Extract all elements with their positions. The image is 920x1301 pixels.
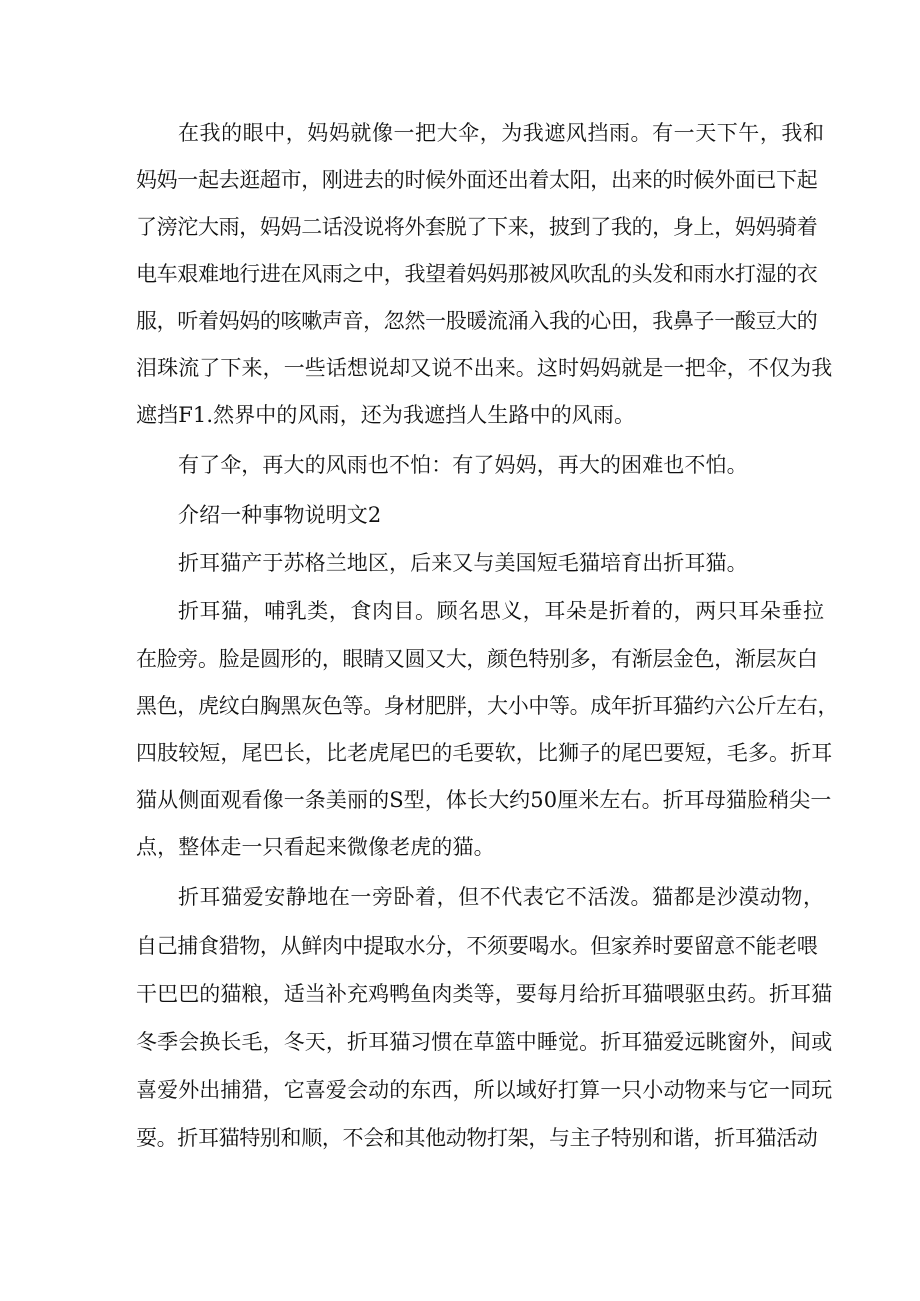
section-title: 介绍一种事物说明文2 [178, 503, 382, 527]
paragraph-5-line-3: 干巴巴的猫粮，适当补充鸡鸭鱼肉类等，要每月给折耳猫喂驱虫药。折耳猫 [136, 982, 833, 1006]
paragraph-3-line-1: 折耳猫产于苏格兰地区，后来又与美国短毛猫培育出折耳猫。 [178, 551, 748, 575]
paragraph-1-line-6: 泪珠流了下来，一些话想说却又说不出来。这时妈妈就是一把伞，不仅为我 [136, 356, 833, 380]
paragraph-2-line-1: 有了伞，再大的风雨也不怕：有了妈妈，再大的困难也不怕。 [178, 453, 748, 477]
paragraph-5-line-5: 喜爱外出捕猎，它喜爱会动的东西，所以域好打算一只小动物来与它一同玩 [136, 1078, 833, 1102]
paragraph-4-line-5: 猫从侧面观看像一条美丽的S型，体长大约50厘米左右。折耳母猫脸稍尖一 [136, 788, 832, 812]
paragraph-1-line-7: 遮挡F1.然界中的风雨，还为我遮挡人生路中的风雨。 [136, 403, 636, 427]
paragraph-4-line-2: 在脸旁。脸是圆形的，眼睛又圆又大，颜色特别多，有渐层金色，渐层灰白 [136, 647, 818, 671]
paragraph-1-line-2: 妈妈一起去逛超市，刚进去的时候外面还出着太阳，出来的时候外面已下起 [136, 168, 818, 192]
paragraph-5-line-1: 折耳猫爱安静地在一旁卧着，但不代表它不活泼。猫都是沙漠动物， [178, 885, 825, 909]
paragraph-4-line-4: 四肢较短，尾巴长，比老虎尾巴的毛要软，比狮子的尾巴要短，毛多。折耳 [136, 741, 833, 765]
paragraph-1-line-3: 了滂沱大雨，妈妈二话没说将外套脱了下来，披到了我的，身上，妈妈骑着 [136, 215, 818, 239]
paragraph-5-line-4: 冬季会换长毛，冬天，折耳猫习惯在草篮中睡觉。折耳猫爱远眺窗外，间或 [136, 1030, 833, 1054]
paragraph-5-line-6: 耍。折耳猫特别和顺，不会和其他动物打架，与主子特别和谐，折耳猫活动 [136, 1126, 818, 1150]
paragraph-4-line-1: 折耳猫，哺乳类，食肉目。顾名思义，耳朵是折着的，两只耳朵垂拉 [178, 599, 825, 623]
paragraph-1-line-4: 电车艰难地行进在风雨之中，我望着妈妈那被风吹乱的头发和雨水打湿的衣 [136, 262, 818, 286]
paragraph-1-line-1: 在我的眼中，妈妈就像一把大伞，为我遮风挡雨。有一天下午，我和 [178, 121, 825, 145]
paragraph-4-line-3: 黑色，虎纹白胸黑灰色等。身材肥胖，大小中等。成年折耳猫约六公斤左右， [136, 694, 839, 718]
paragraph-5-line-2: 自己捕食猎物，从鲜肉中提取水分，不须要喝水。但家养时要留意不能老喂 [136, 934, 818, 958]
paragraph-4-line-6: 点，整体走一只看起来微像老虎的猫。 [136, 835, 495, 859]
paragraph-1-line-5: 服，听着妈妈的咳嗽声音，忽然一股暖流涌入我的心田，我鼻子一酸豆大的 [136, 309, 818, 333]
